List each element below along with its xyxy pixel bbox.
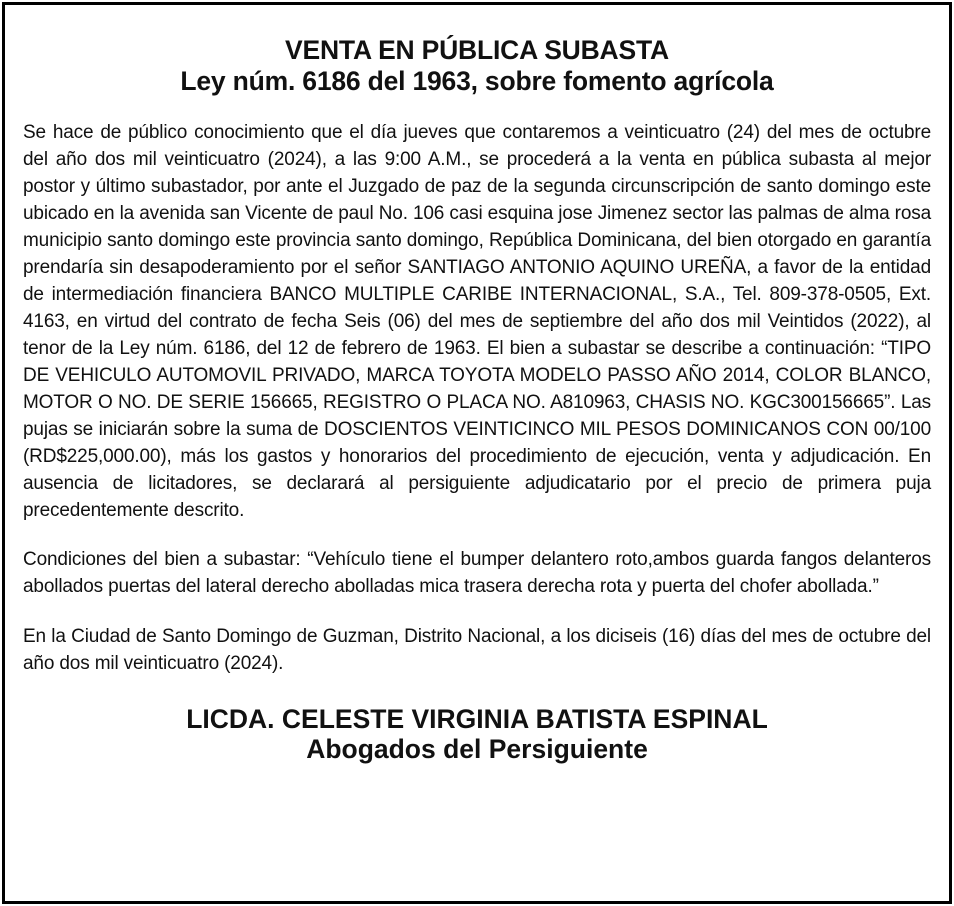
notice-content	[23, 35, 931, 764]
notice-subtitle: Ley núm. 6186 del 1963, sobre fomento agrícola	[180, 66, 774, 96]
notice-title: VENTA EN PÚBLICA SUBASTA	[285, 35, 669, 65]
signatory-role: Abogados del Persiguiente	[306, 734, 648, 764]
notice-paragraph-auction-details: Se hace de público conocimiento que el día jueves que contaremos a veinticuatro (24) del mes de octubre del año dos mil veinticuatro (2024), a las 9:00 A.M., se procederá a la venta en pública subasta al mejor postor y último subastador, por ante el Juzgado de paz de la segunda circunscripción de santo domingo este ubicado en la avenida san Vicente de paul No. 106 casi esquina jose Jimenez sector las palmas de alma rosa municipio santo domingo este provincia santo domingo, República Dominicana, del bien otorgado en garantía prendaría sin desapoderamiento por el señor SANTIAGO ANTONIO AQUINO UREÑA, a favor de la entidad de intermediación financiera BANCO MULTIPLE CARIBE INTERNACIONAL, S.A., Tel. 809-378-0505, Ext. 4163, en virtud del contrato de fecha Seis (06) del mes de septiembre del año dos mil Veintidos (2022), al tenor de la Ley núm. 6186, del 12 de febrero de 1963. El bien a subastar se describe a continuación: “TIPO DE VEHICULO AUTOMOVIL PRIVADO, MARCA TOYOTA MODELO PASSO AÑO 2014, COLOR BLANCO, MOTOR O NO. DE SERIE 156665, REGISTRO O PLACA NO. A810963, CHASIS NO. KGC300156665”. Las pujas se iniciarán sobre la suma de DOSCIENTOS VEINTICINCO MIL PESOS DOMINICANOS CON 00/100 (RD$225,000.00), más los gastos y honorarios del procedimiento de ejecución, venta y adjudicación. En ausencia de licitadores, se declarará al persiguiente adjudicatario por el precio de primera puja precedentemente descrito.	[23, 122, 931, 521]
notice-paragraph-conditions: Condiciones del bien a subastar: “Vehículo tiene el bumper delantero roto,ambos guarda fangos delanteros abollados puertas del lateral derecho abolladas mica trasera derecha rota y puerta del chofer abollada.”	[23, 549, 931, 597]
notice-frame	[2, 2, 952, 904]
notice-paragraph-place-date: En la Ciudad de Santo Domingo de Guzman, Distrito Nacional, a los diciseis (16) días del mes de octubre del año dos mil veinticuatro (2024).	[23, 626, 931, 674]
signatory-name: LICDA. CELESTE VIRGINIA BATISTA ESPINAL	[186, 704, 768, 734]
